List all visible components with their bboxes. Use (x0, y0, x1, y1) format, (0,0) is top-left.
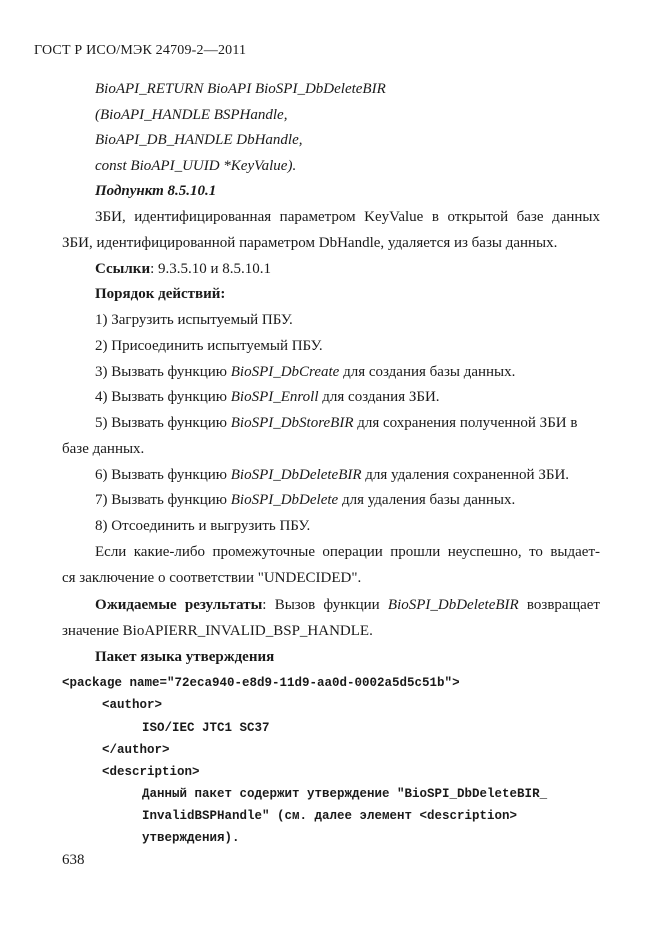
code-line-5: <description> (102, 765, 200, 779)
code-line-6: Данный пакет содержит утверждение "BioSPI_DbDeleteBIR_ (142, 787, 548, 801)
expected-results-text: : Вызов функции (262, 597, 388, 613)
package-title: Пакет языка утверждения (95, 649, 275, 665)
step-1: 1) Загрузить испытуемый ПБУ. (95, 312, 293, 328)
code-line-7: InvalidBSPHandle" (см. далее элемент <description> (142, 809, 518, 823)
code-line-3: ISO/IEC JTC1 SC37 (142, 721, 270, 735)
paragraph-1-line-2: ЗБИ, идентифицированной параметром DbHandle, удаляется из базы данных. (62, 235, 558, 251)
expected-results-line-1 (95, 596, 600, 614)
step-4-function: BioSPI_Enroll (230, 389, 319, 405)
step-6-text: 6) Вызвать функцию (95, 467, 231, 483)
subclause-heading: Подпункт 8.5.10.1 (95, 183, 217, 199)
expected-results-function: BioSPI_DbDeleteBIR (387, 597, 519, 613)
step-3-text: 3) Вызвать функцию (95, 364, 231, 380)
step-5-continuation: базе данных. (62, 441, 145, 457)
code-line-2: <author> (102, 698, 163, 712)
step-5-text: 5) Вызвать функцию (95, 415, 231, 431)
code-line-8: утверждения). (142, 831, 240, 845)
signature-line-1: BioAPI_RETURN BioAPI BioSPI_DbDeleteBIR (95, 81, 386, 97)
step-6-function: BioSPI_DbDeleteBIR (230, 467, 362, 483)
signature-line-2: (BioAPI_HANDLE BSPHandle, (95, 107, 288, 123)
step-3 (95, 363, 515, 381)
step-7 (95, 491, 515, 509)
step-6 (95, 466, 569, 484)
expected-results-rest: возвращает (518, 597, 600, 613)
references-label: Ссылки (95, 261, 151, 277)
step-5 (95, 414, 577, 432)
document-header: ГОСТ Р ИСО/МЭК 24709-2—2011 (34, 43, 247, 58)
step-4 (95, 388, 440, 406)
references-value: : 9.3.5.10 и 8.5.10.1 (150, 261, 272, 277)
code-line-1: <package name="72eca940-e8d9-11d9-aa0d-0002a5d5c51b"> (62, 676, 460, 690)
signature-line-4: const BioAPI_UUID *KeyValue). (95, 158, 297, 174)
step-3-function: BioSPI_DbCreate (230, 364, 340, 380)
step-7-text: 7) Вызвать функцию (95, 492, 231, 508)
code-line-4: </author> (102, 743, 170, 757)
procedure-title: Порядок действий: (95, 286, 226, 302)
step-4-text: 4) Вызвать функцию (95, 389, 231, 405)
step-8: 8) Отсоединить и выгрузить ПБУ. (95, 518, 311, 534)
step-3-rest: для создания базы данных. (339, 364, 516, 380)
signature-line-3: BioAPI_DB_HANDLE DbHandle, (95, 132, 303, 148)
references-line (95, 260, 271, 278)
paragraph-2-line-2: ся заключение о соответствии "UNDECIDED". (62, 570, 362, 586)
paragraph-1-line-1: ЗБИ, идентифицированная параметром KeyValue в открытой базе данных (95, 209, 600, 225)
step-4-rest: для создания ЗБИ. (318, 389, 440, 405)
step-5-function: BioSPI_DbStoreBIR (230, 415, 354, 431)
step-7-rest: для удаления базы данных. (338, 492, 516, 508)
step-7-function: BioSPI_DbDelete (230, 492, 339, 508)
step-5-rest: для сохранения полученной ЗБИ в (353, 415, 578, 431)
step-6-rest: для удаления сохраненной ЗБИ. (361, 467, 570, 483)
paragraph-2-line-1: Если какие-либо промежуточные операции прошли неуспешно, то выдает- (95, 544, 600, 560)
expected-results-line-2: значение BioAPIERR_INVALID_BSP_HANDLE. (62, 623, 373, 639)
expected-results-label: Ожидаемые результаты (95, 597, 263, 613)
page-number: 638 (62, 852, 85, 868)
step-2: 2) Присоединить испытуемый ПБУ. (95, 338, 323, 354)
